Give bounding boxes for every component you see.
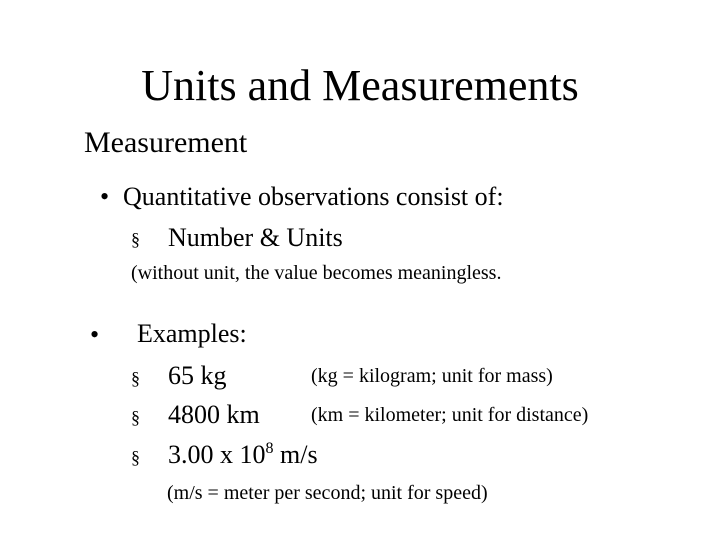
- sub-bullet-marker: §: [131, 368, 140, 388]
- example-value: 65 kg: [168, 361, 227, 390]
- note-text: (without unit, the value becomes meaningless.: [131, 262, 502, 284]
- value-base: 3.00 x 10: [168, 440, 266, 469]
- example-value: [168, 442, 318, 468]
- bullet-text: Examples:: [137, 319, 247, 348]
- section-heading: Measurement: [84, 126, 248, 159]
- sub-bullet-marker: §: [131, 407, 140, 427]
- slide-title: Units and Measurements: [141, 61, 579, 110]
- example-note: (km = kilometer; unit for distance): [311, 404, 589, 426]
- example-note: (kg = kilogram; unit for mass): [311, 365, 553, 387]
- value-exponent: 8: [265, 440, 274, 457]
- bullet-marker: •: [90, 320, 100, 349]
- sub-bullet-marker: §: [131, 229, 140, 249]
- value-unit: m/s: [273, 440, 318, 469]
- bullet-text: Quantitative observations consist of:: [123, 182, 504, 211]
- sub-bullet-text: Number & Units: [168, 223, 343, 252]
- example-value: 4800 km: [168, 400, 260, 429]
- example-note: (m/s = meter per second; unit for speed): [167, 482, 488, 504]
- bullet-marker: •: [100, 182, 110, 211]
- sub-bullet-marker: §: [131, 447, 140, 467]
